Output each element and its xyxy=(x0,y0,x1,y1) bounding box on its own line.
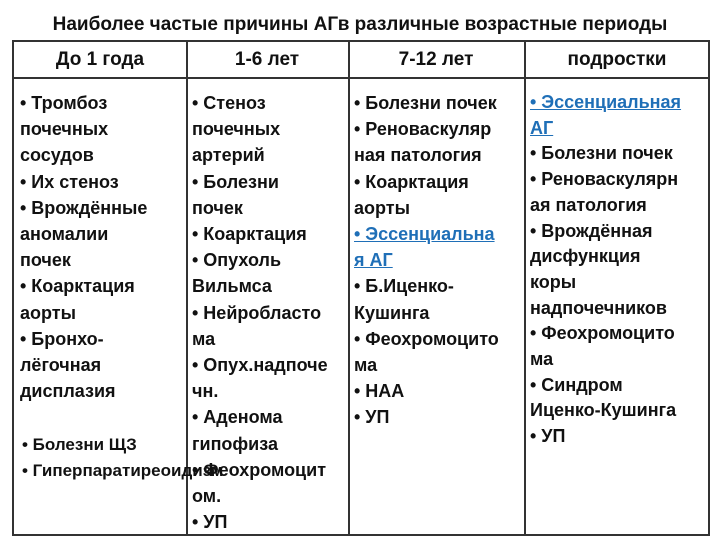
cell-line: • Феохромоцито xyxy=(530,323,675,344)
cell-line[interactable]: я АГ xyxy=(354,250,393,271)
cell-line: ом. xyxy=(192,486,222,507)
cell-line: почечных xyxy=(192,119,281,140)
cell-line: аорты xyxy=(20,302,76,323)
cell-line: • Стеноз xyxy=(192,93,266,113)
cell-line: • Синдром xyxy=(530,374,623,395)
cell-line: чн. xyxy=(192,381,219,402)
cell-line: ма xyxy=(530,349,554,370)
column-divider xyxy=(524,42,526,534)
cell-line: аномалии xyxy=(20,224,109,245)
cell-line: почечных xyxy=(20,119,109,140)
cell-line: сосудов xyxy=(20,145,94,166)
page-title: Наиболее частые причины АГв различные возрастные периоды xyxy=(52,14,668,35)
cell-line: Вильмса xyxy=(192,276,272,297)
cell-line: • Опухоль xyxy=(192,250,282,271)
cell-line: • Бронхо- xyxy=(20,328,104,349)
header-7-12: 7-12 лет xyxy=(398,49,474,70)
cell-line: • Коарктация xyxy=(192,224,307,245)
cell-line: дисплазия xyxy=(20,381,116,402)
column-under-1 xyxy=(20,90,147,404)
header-under-1: До 1 года xyxy=(55,49,145,70)
cell-line: • Аденома xyxy=(192,407,283,428)
cell-line: • Феохромоцит xyxy=(192,459,327,480)
cell-line: ая патология xyxy=(530,194,647,215)
header-1-6: 1-6 лет xyxy=(234,49,300,70)
cell-line: • УП xyxy=(530,426,566,447)
cell-line: надпочечников xyxy=(530,297,667,318)
cell-line[interactable]: • Эссенциальная xyxy=(530,92,682,112)
note-line: • Гиперпаратиреоидизм xyxy=(22,461,224,480)
cell-line: коры xyxy=(530,271,577,292)
cell-line[interactable]: АГ xyxy=(530,117,554,138)
cell-line: аорты xyxy=(354,197,410,218)
cell-line: • Опух.надпоче xyxy=(192,355,328,376)
cell-line: • Врождённая xyxy=(530,220,653,241)
cell-line: ная патология xyxy=(354,145,482,166)
cell-line[interactable]: • Эссенциальна xyxy=(354,224,495,245)
cell-line: • УП xyxy=(354,407,390,428)
cell-line: • Реноваскулярн xyxy=(530,169,679,190)
cell-line: • Коарктация xyxy=(354,171,469,192)
cell-line: гипофиза xyxy=(192,433,278,454)
cell-line: дисфункция xyxy=(530,246,641,267)
cell-line: • Болезни почек xyxy=(530,143,673,164)
note-line: • Болезни ЩЗ xyxy=(22,435,137,454)
cell-line: • Врождённые xyxy=(20,197,148,218)
cell-line: • Б.Иценко- xyxy=(354,276,454,297)
cell-line: лёгочная xyxy=(20,355,102,376)
column-divider xyxy=(348,42,350,534)
column-teens xyxy=(530,90,681,450)
header-teens: подростки xyxy=(567,49,667,70)
column-7-12 xyxy=(354,90,499,431)
cell-line: почек xyxy=(192,197,243,218)
cell-line: • Коарктация xyxy=(20,276,135,297)
cell-line: • Феохромоцито xyxy=(354,328,499,349)
header-divider xyxy=(14,77,708,79)
cell-line: • Болезни почек xyxy=(354,93,497,113)
cell-line: почек xyxy=(20,250,71,271)
bottom-notes xyxy=(22,432,223,484)
cell-line: • Реноваскуляр xyxy=(354,119,492,140)
cell-line: артерий xyxy=(192,145,265,166)
cell-line: ма xyxy=(354,355,378,376)
cell-line: • Болезни xyxy=(192,171,279,192)
cell-line: Иценко-Кушинга xyxy=(530,400,677,421)
cell-line: • НАА xyxy=(354,381,405,402)
cell-line: • Тромбоз xyxy=(20,93,108,113)
cell-line: ма xyxy=(192,328,216,349)
cell-line: • УП xyxy=(192,512,228,533)
cell-line: • Их стеноз xyxy=(20,171,119,192)
cell-line: • Нейробласто xyxy=(192,302,322,323)
cell-line: Кушинга xyxy=(354,302,430,323)
